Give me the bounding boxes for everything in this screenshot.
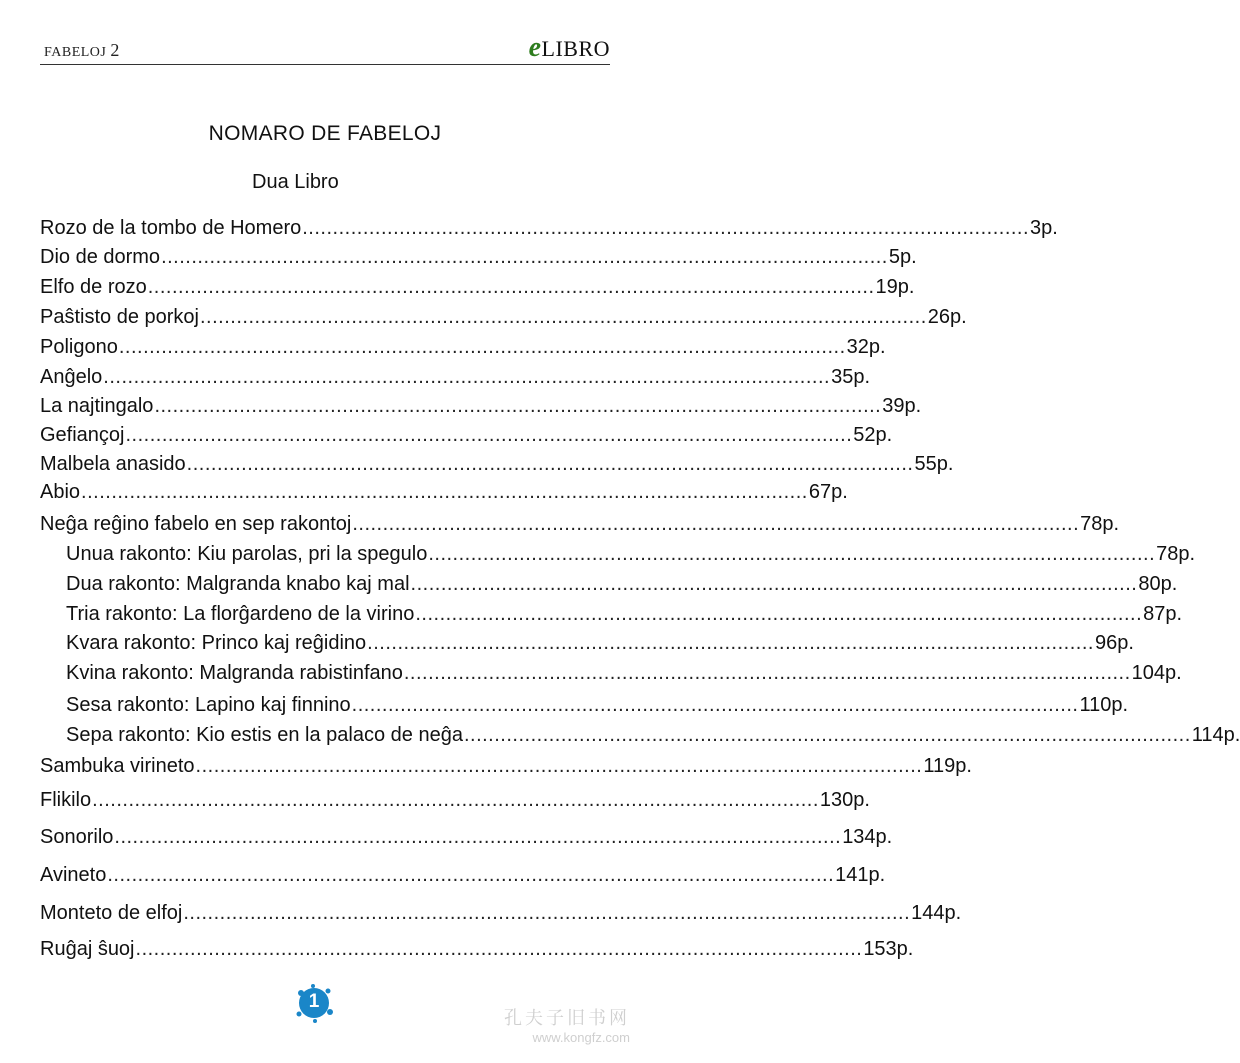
toc-entry-title: Dio de dormo bbox=[40, 246, 161, 268]
series-number: 2 bbox=[110, 40, 120, 60]
toc-entry-title: Gefiançoj bbox=[40, 424, 125, 446]
toc-entry-title: Rozo de la tombo de Homero bbox=[40, 217, 302, 239]
brand-e: e bbox=[528, 32, 542, 63]
toc-entry-page: 52p. bbox=[853, 424, 893, 446]
toc-entry bbox=[40, 755, 972, 781]
toc-entry bbox=[66, 694, 1129, 720]
toc-entry bbox=[66, 543, 1196, 569]
toc-leader-dots: ........................................................................................................................ bbox=[81, 481, 808, 503]
toc-leader-dots: ........................................................................................................................ bbox=[403, 662, 1131, 684]
page-number: 1 bbox=[308, 991, 320, 1012]
toc-entry-title: Kvina rakonto: Malgranda rabistinfano bbox=[66, 662, 403, 684]
toc-entry-title: La najtingalo bbox=[40, 395, 154, 417]
series-name: FABELOJ bbox=[44, 45, 107, 60]
toc-entry-page: 35p. bbox=[831, 366, 871, 388]
toc-entry bbox=[40, 481, 848, 507]
toc-entry-title: Neĝa reĝino fabelo en sep rakontoj bbox=[40, 513, 352, 535]
toc-entry-title: Abio bbox=[40, 481, 81, 503]
toc-entry-title: Unua rakonto: Kiu parolas, pri la spegulo bbox=[66, 543, 428, 565]
toc-leader-dots: ........................................................................................................................ bbox=[428, 543, 1156, 565]
toc-leader-dots: ........................................................................................................................ bbox=[410, 573, 1138, 595]
toc-entry bbox=[66, 632, 1134, 658]
toc-entry-title: Sonorilo bbox=[40, 826, 114, 848]
toc-entry-title: Sambuka virineto bbox=[40, 755, 195, 777]
toc-leader-dots: ........................................................................................................................ bbox=[186, 453, 914, 475]
toc-entry-page: 55p. bbox=[914, 453, 954, 475]
toc-entry bbox=[40, 276, 915, 302]
toc-entry-page: 104p. bbox=[1131, 662, 1182, 684]
page-subtitle: Dua Libro bbox=[252, 171, 339, 193]
page-number-badge bbox=[294, 983, 334, 1023]
toc-entry-page: 110p. bbox=[1079, 694, 1129, 716]
toc-entry bbox=[40, 217, 1058, 243]
toc-entry-title: Flikilo bbox=[40, 789, 92, 811]
toc-entry-title: Sepa rakonto: Kio estis en la palaco de neĝa bbox=[66, 724, 463, 746]
toc-entry-page: 19p. bbox=[875, 276, 915, 298]
toc-entry bbox=[40, 864, 886, 890]
toc-entry bbox=[40, 789, 870, 815]
toc-entry-page: 67p. bbox=[808, 481, 848, 503]
toc-entry bbox=[40, 513, 1120, 539]
toc-entry-title: Dua rakonto: Malgranda knabo kaj mal bbox=[66, 573, 410, 595]
brand-rest: LIBRO bbox=[541, 36, 610, 61]
toc-entry-page: 39p. bbox=[882, 395, 922, 417]
toc-entry-page: 80p. bbox=[1138, 573, 1178, 595]
toc-entry-title: Sesa rakonto: Lapino kaj finnino bbox=[66, 694, 351, 716]
toc-entry bbox=[66, 603, 1183, 629]
toc-leader-dots: ........................................................................................................................ bbox=[125, 424, 853, 446]
toc-entry-page: 96p. bbox=[1094, 632, 1134, 654]
toc-leader-dots: ........................................................................................................................ bbox=[114, 826, 842, 848]
toc-leader-dots: ........................................................................................................................ bbox=[302, 217, 1030, 239]
toc-leader-dots: ........................................................................................................................ bbox=[147, 276, 875, 298]
toc-entry bbox=[40, 424, 893, 450]
toc-entry-title: Poligono bbox=[40, 336, 118, 358]
toc-entry-page: 114p. bbox=[1191, 724, 1240, 746]
toc-entry bbox=[40, 246, 917, 272]
toc-leader-dots: ........................................................................................................................ bbox=[195, 755, 923, 777]
toc-entry-page: 134p. bbox=[842, 826, 893, 848]
watermark-text: 孔夫子旧书网 bbox=[504, 1008, 630, 1028]
toc-leader-dots: ........................................................................................................................ bbox=[135, 938, 863, 960]
toc-entry bbox=[40, 453, 954, 479]
toc-entry-page: 78p. bbox=[1156, 543, 1196, 565]
toc-entry bbox=[66, 724, 1240, 750]
toc-entry bbox=[40, 306, 967, 332]
toc-leader-dots: ........................................................................................................................ bbox=[118, 336, 846, 358]
toc-entry bbox=[66, 573, 1178, 599]
toc-entry bbox=[40, 395, 922, 421]
toc-leader-dots: ........................................................................................................................ bbox=[107, 864, 835, 886]
toc-entry-title: Tria rakonto: La florĝardeno de la virino bbox=[66, 603, 415, 625]
toc-leader-dots: ........................................................................................................................ bbox=[352, 513, 1080, 535]
toc-entry-title: Anĝelo bbox=[40, 366, 103, 388]
toc-entry-page: 3p. bbox=[1030, 217, 1058, 239]
toc-entry-page: 87p. bbox=[1143, 603, 1183, 625]
toc-entry-page: 130p. bbox=[819, 789, 870, 811]
toc-entry-title: Kvara rakonto: Princo kaj reĝidino bbox=[66, 632, 367, 654]
toc-leader-dots: ........................................................................................................................ bbox=[199, 306, 927, 328]
toc-entry-page: 32p. bbox=[846, 336, 886, 358]
toc-entry bbox=[40, 336, 886, 362]
toc-leader-dots: ........................................................................................................................ bbox=[183, 902, 911, 924]
toc-leader-dots: ........................................................................................................................ bbox=[103, 366, 831, 388]
toc-entry-title: Ruĝaj ŝuoj bbox=[40, 938, 135, 960]
toc-entry bbox=[40, 826, 893, 852]
page-title: NOMARO DE FABELOJ bbox=[208, 122, 442, 145]
toc-leader-dots: ........................................................................................................................ bbox=[367, 632, 1094, 654]
toc-entry bbox=[40, 902, 962, 928]
toc-leader-dots: ........................................................................................................................ bbox=[415, 603, 1143, 625]
toc-entry bbox=[66, 662, 1182, 688]
toc-entry-title: Avineto bbox=[40, 864, 107, 886]
toc-entry-page: 141p. bbox=[835, 864, 886, 886]
watermark-url: www.kongfz.com bbox=[532, 1030, 630, 1045]
toc-leader-dots: ........................................................................................................................ bbox=[463, 724, 1191, 746]
toc-entry-title: Elfo de rozo bbox=[40, 276, 147, 298]
toc-entry-page: 144p. bbox=[911, 902, 962, 924]
toc-entry-title: Monteto de elfoj bbox=[40, 902, 183, 924]
toc-entry-page: 78p. bbox=[1080, 513, 1120, 535]
toc-entry-page: 26p. bbox=[927, 306, 967, 328]
toc-entry-page: 119p. bbox=[923, 755, 972, 777]
toc-entry-page: 153p. bbox=[863, 938, 914, 960]
toc-entry bbox=[40, 938, 914, 964]
toc-leader-dots: ........................................................................................................................ bbox=[161, 246, 888, 268]
toc-entry-title: Paŝtisto de porkoj bbox=[40, 306, 199, 328]
toc-leader-dots: ........................................................................................................................ bbox=[92, 789, 819, 811]
toc-entry-page: 5p. bbox=[888, 246, 917, 268]
toc-entry bbox=[40, 366, 871, 392]
toc-leader-dots: ........................................................................................................................ bbox=[351, 694, 1079, 716]
toc-leader-dots: ........................................................................................................................ bbox=[154, 395, 882, 417]
watermark bbox=[480, 1004, 630, 1045]
toc-entry-title: Malbela anasido bbox=[40, 453, 186, 475]
